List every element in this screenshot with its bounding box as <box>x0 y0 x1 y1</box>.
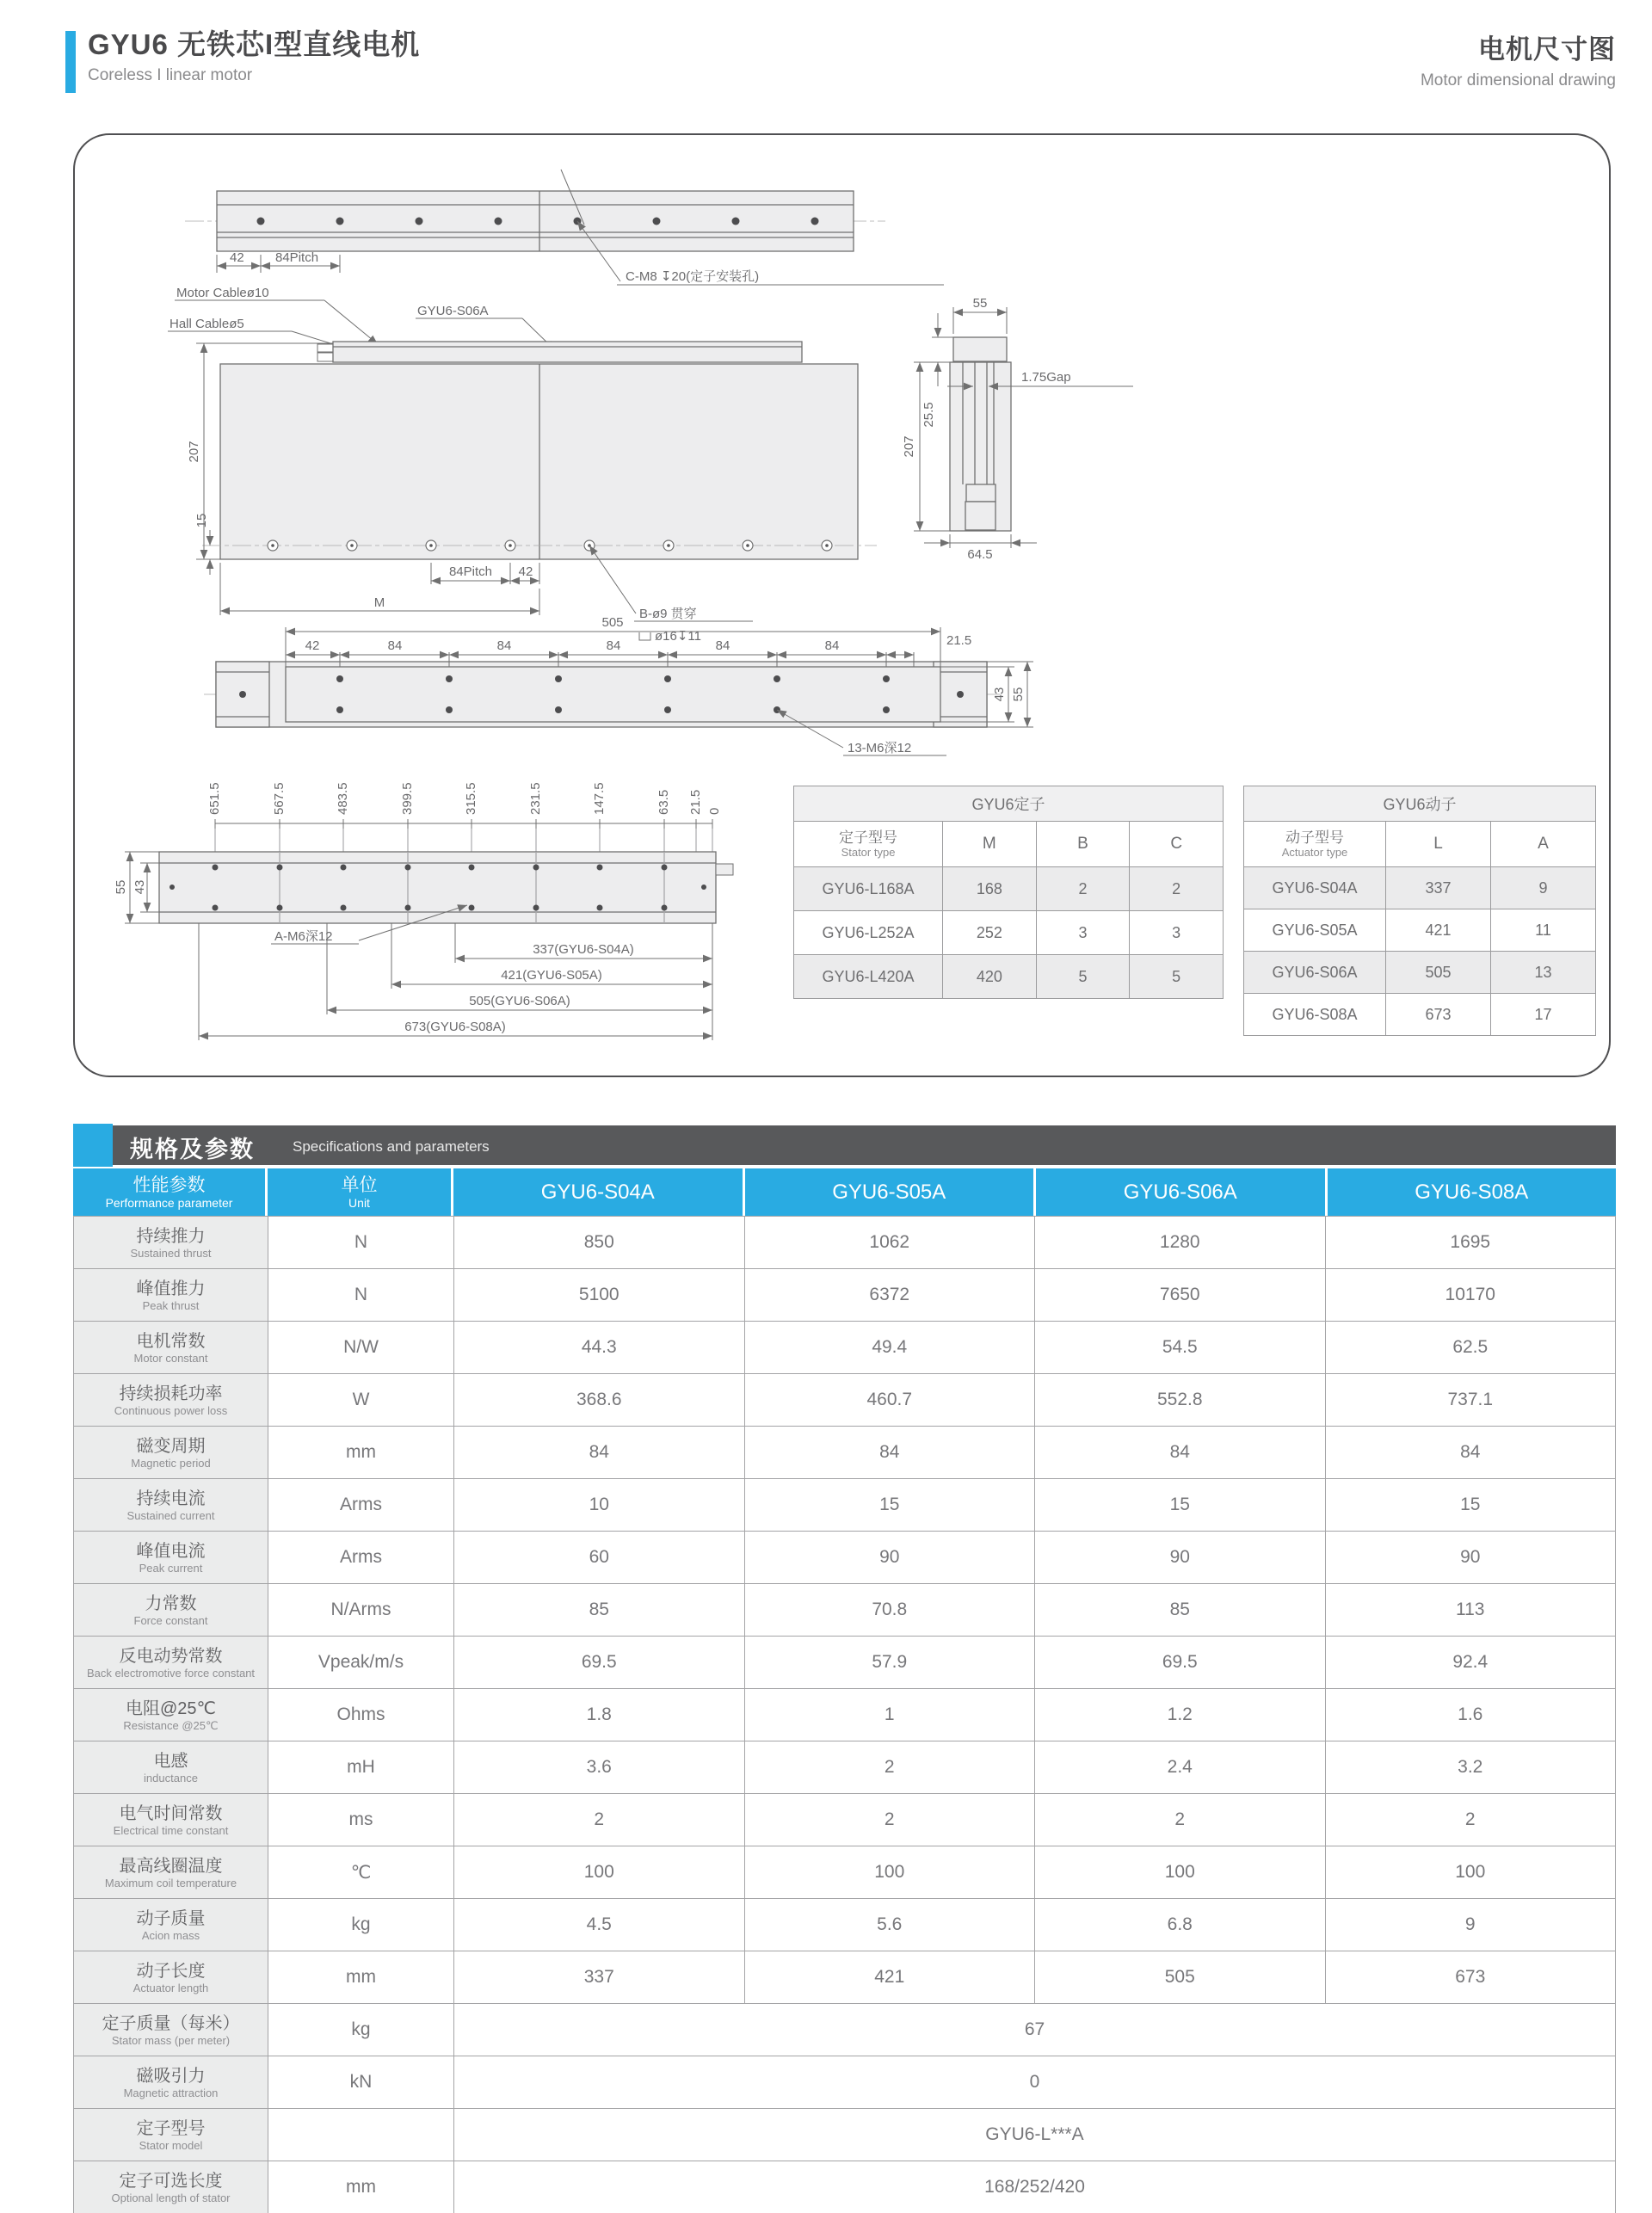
spec-row <box>74 1479 1616 1532</box>
dim-55-ruler: 55 <box>114 879 128 895</box>
value-cell: 57.9 <box>745 1637 1036 1689</box>
stator-type-header <box>794 822 943 866</box>
value-cell: 2 <box>454 1794 745 1846</box>
ruler-view <box>114 782 733 1040</box>
table-row <box>1244 867 1595 909</box>
spec-title-en: Specifications and parameters <box>293 1138 490 1155</box>
model-cell: GYU6-S04A <box>1244 867 1386 909</box>
dim-84-2: 84 <box>496 638 512 653</box>
spec-table-header <box>73 1168 1616 1216</box>
through-hole-label: B-ø9 贯穿 <box>639 607 697 621</box>
parameter-en: Peak thrust <box>142 1298 200 1312</box>
spec-section-titlebar <box>73 1125 1616 1165</box>
value-cell: 337 <box>454 1951 745 2004</box>
param-header-cn: 性能参数 <box>133 1174 206 1195</box>
spec-row <box>74 2004 1616 2056</box>
performance-parameter-header <box>73 1168 268 1216</box>
value-cell: 2 <box>1037 867 1131 910</box>
value-cell: 1.2 <box>1035 1689 1326 1741</box>
parameter-cn: 磁吸引力 <box>136 2066 206 2086</box>
value-cell: 1280 <box>1035 1217 1326 1269</box>
model-cell: GYU6-L252A <box>794 911 943 954</box>
dim-42-actuator: 42 <box>305 638 320 653</box>
unit-cell: mm <box>268 1951 454 2004</box>
unit-cell: kg <box>268 1899 454 1951</box>
accent-bar <box>65 31 76 93</box>
value-cell: 84 <box>454 1427 745 1479</box>
value-cell: 7650 <box>1035 1269 1326 1322</box>
spec-title-cn: 规格及参数 <box>130 1137 255 1162</box>
value-cell: 84 <box>745 1427 1036 1479</box>
ruler-tick-2: 483.5 <box>336 782 350 815</box>
parameter-cell <box>74 1846 268 1899</box>
value-cell: 113 <box>1326 1584 1617 1637</box>
value-cell: 90 <box>1035 1532 1326 1584</box>
parameter-cn: 持续电流 <box>136 1489 206 1508</box>
parameter-en: Maximum coil temperature <box>104 1876 237 1889</box>
parameter-en: Continuous power loss <box>114 1403 228 1417</box>
value-cell: 17 <box>1534 1005 1552 1023</box>
parameter-cn: 反电动势常数 <box>119 1646 223 1666</box>
parameter-cn: 持续损耗功率 <box>119 1384 223 1403</box>
dim-207-section: 207 <box>902 435 916 458</box>
unit-cell: Arms <box>268 1479 454 1532</box>
unit-cell: mm <box>268 2161 454 2213</box>
parameter-cn: 峰值电流 <box>136 1541 206 1561</box>
unit-cell: N <box>268 1217 454 1269</box>
table-row <box>1244 909 1595 952</box>
parameter-cn: 电阻@25℃ <box>125 1698 216 1718</box>
col-L: L <box>1386 822 1491 866</box>
stator-table <box>793 786 1224 999</box>
parameter-en: Magnetic attraction <box>123 2086 219 2099</box>
unit-cell: mH <box>268 1741 454 1794</box>
spec-row <box>74 1689 1616 1741</box>
actuator-type-en: Actuator type <box>1281 846 1348 859</box>
value-cell: 100 <box>1035 1846 1326 1899</box>
parameter-en: Sustained current <box>126 1508 215 1522</box>
value-cell: 1062 <box>745 1217 1036 1269</box>
value-cell: 100 <box>454 1846 745 1899</box>
length-s05a: 421(GYU6-S05A) <box>501 968 602 983</box>
dim-42-side: 42 <box>518 564 533 579</box>
value-cell: 67 <box>454 2004 1616 2056</box>
value-cell: 1695 <box>1326 1217 1617 1269</box>
unit-cell: W <box>268 1374 454 1427</box>
value-cell: 90 <box>1326 1532 1617 1584</box>
parameter-cell <box>74 1217 268 1269</box>
parameter-en: Magnetic period <box>131 1456 211 1470</box>
length-s04a: 337(GYU6-S04A) <box>533 942 634 957</box>
value-cell: 84 <box>1035 1427 1326 1479</box>
ruler-tick-4: 315.5 <box>464 782 478 815</box>
spec-row <box>74 1637 1616 1689</box>
value-cell: 5 <box>1037 955 1131 998</box>
parameter-cn: 力常数 <box>145 1593 197 1613</box>
value-cell: 368.6 <box>454 1374 745 1427</box>
value-cell: 168/252/420 <box>454 2161 1616 2213</box>
spec-row <box>74 1794 1616 1846</box>
value-cell: 421 <box>1386 909 1491 951</box>
value-cell: 10 <box>454 1479 745 1532</box>
parameter-cell <box>74 1951 268 2004</box>
value-cell: 252 <box>943 911 1037 954</box>
length-s08a: 673(GYU6-S08A) <box>404 1020 506 1034</box>
value-cell: 421 <box>745 1951 1036 2004</box>
hall-cable-label: Hall Cableø5 <box>170 317 244 331</box>
unit-header-en: Unit <box>348 1195 370 1210</box>
value-cell: 737.1 <box>1326 1374 1617 1427</box>
unit-cell: ms <box>268 1794 454 1846</box>
spec-row <box>74 1899 1616 1951</box>
parameter-en: Optional length of stator <box>111 2191 231 2204</box>
value-cell: 13 <box>1534 963 1552 981</box>
value-cell: 6.8 <box>1035 1899 1326 1951</box>
parameter-cn: 电感 <box>153 1751 188 1771</box>
value-cell: 1.8 <box>454 1689 745 1741</box>
parameter-cn: 电气时间常数 <box>119 1803 223 1823</box>
model-header-s05a: GYU6-S05A <box>745 1168 1037 1216</box>
dim-55-actuator: 55 <box>1011 687 1026 702</box>
parameter-en: Back electromotive force constant <box>86 1666 256 1680</box>
value-cell: 69.5 <box>454 1637 745 1689</box>
model-header-s04a: GYU6-S04A <box>453 1168 745 1216</box>
value-cell: 60 <box>454 1532 745 1584</box>
value-cell: 6372 <box>745 1269 1036 1322</box>
parameter-cell <box>74 1584 268 1637</box>
value-cell: 10170 <box>1326 1269 1617 1322</box>
stator-side-view <box>168 286 877 644</box>
actuator-table <box>1243 786 1596 1036</box>
value-cell: 460.7 <box>745 1374 1036 1427</box>
value-cell: 49.4 <box>745 1322 1036 1374</box>
value-cell: 5100 <box>454 1269 745 1322</box>
parameter-cell <box>74 1427 268 1479</box>
value-cell: 2 <box>1035 1794 1326 1846</box>
value-cell: 3.6 <box>454 1741 745 1794</box>
parameter-cell <box>74 1899 268 1951</box>
ruler-hole-label: A-M6深12 <box>274 929 333 944</box>
spec-row <box>74 1374 1616 1427</box>
page-header <box>0 0 1652 112</box>
param-header-en: Performance parameter <box>105 1195 233 1210</box>
parameter-cn: 持续推力 <box>136 1226 206 1246</box>
unit-cell: N <box>268 1269 454 1322</box>
dim-84-5: 84 <box>824 638 840 653</box>
drawing-section-subtitle: Motor dimensional drawing <box>1420 71 1616 89</box>
dim-84pitch-top: 84Pitch <box>275 250 319 265</box>
value-cell: 3.2 <box>1326 1741 1617 1794</box>
value-cell: 1 <box>745 1689 1036 1741</box>
dim-42-top: 42 <box>230 250 244 265</box>
value-cell: 15 <box>1326 1479 1617 1532</box>
dim-M: M <box>373 595 385 610</box>
parameter-en: Stator model <box>139 2138 203 2152</box>
actuator-model-label: GYU6-S06A <box>417 304 489 318</box>
parameter-cell <box>74 1637 268 1689</box>
parameter-cn: 磁变周期 <box>136 1436 206 1456</box>
value-cell: 4.5 <box>454 1899 745 1951</box>
unit-cell: N/W <box>268 1322 454 1374</box>
ruler-tick-0: 651.5 <box>207 782 222 815</box>
value-cell: 15 <box>1035 1479 1326 1532</box>
unit-cell: Arms <box>268 1532 454 1584</box>
parameter-cn: 定子型号 <box>136 2118 206 2138</box>
parameter-cn: 动子长度 <box>136 1961 206 1981</box>
table-row <box>794 911 1223 955</box>
stator-type-cn: 定子型号 <box>839 829 897 846</box>
parameter-cn: 定子可选长度 <box>119 2171 223 2191</box>
value-cell: 2 <box>745 1794 1036 1846</box>
spec-row <box>74 1846 1616 1899</box>
spec-row <box>74 1741 1616 1794</box>
dim-505: 505 <box>601 615 624 630</box>
ruler-tick-1: 567.5 <box>272 782 287 815</box>
unit-cell: N/Arms <box>268 1584 454 1637</box>
value-cell: 70.8 <box>745 1584 1036 1637</box>
page-subtitle: Coreless I linear motor <box>88 66 253 84</box>
model-cell: GYU6-S08A <box>1244 994 1386 1035</box>
ruler-tick-5: 231.5 <box>528 782 543 815</box>
col-M: M <box>943 822 1037 866</box>
value-cell: 3 <box>1172 923 1181 941</box>
dim-55-section: 55 <box>972 296 988 311</box>
parameter-cell <box>74 2109 268 2161</box>
spec-row <box>74 2161 1616 2213</box>
actuator-type-header <box>1244 822 1386 866</box>
parameter-en: Peak current <box>139 1561 203 1575</box>
parameter-cell <box>74 1532 268 1584</box>
dim-25-5: 25.5 <box>922 402 936 428</box>
value-cell: 850 <box>454 1217 745 1269</box>
parameter-en: Force constant <box>133 1613 208 1627</box>
counterbore-label: ø16↧11 <box>655 629 701 644</box>
parameter-cn: 电机常数 <box>136 1331 206 1351</box>
spec-row <box>74 1532 1616 1584</box>
value-cell: 100 <box>745 1846 1036 1899</box>
parameter-en: Stator mass (per meter) <box>111 2033 231 2047</box>
unit-cell: ℃ <box>268 1846 454 1899</box>
actuator-hole-label: 13-M6深12 <box>848 741 912 755</box>
spec-row <box>74 1217 1616 1269</box>
unit-header <box>268 1168 453 1216</box>
unit-cell <box>268 2109 454 2161</box>
parameter-en: Resistance @25℃ <box>123 1718 219 1732</box>
value-cell: 420 <box>943 955 1037 998</box>
table-row <box>794 955 1223 998</box>
value-cell: 168 <box>943 867 1037 910</box>
value-cell: 84 <box>1326 1427 1617 1479</box>
spec-row <box>74 2056 1616 2109</box>
value-cell: 62.5 <box>1326 1322 1617 1374</box>
parameter-cell <box>74 2161 268 2213</box>
value-cell: 2.4 <box>1035 1741 1326 1794</box>
parameter-cell <box>74 1374 268 1427</box>
value-cell: 673 <box>1386 994 1491 1035</box>
dim-207-side: 207 <box>187 441 201 463</box>
value-cell: 85 <box>454 1584 745 1637</box>
value-cell: 3 <box>1037 911 1131 954</box>
value-cell: 5.6 <box>745 1899 1036 1951</box>
length-s06a: 505(GYU6-S06A) <box>469 994 570 1008</box>
unit-cell: Ohms <box>268 1689 454 1741</box>
value-cell: 5 <box>1172 967 1181 985</box>
ruler-tick-8: 21.5 <box>688 789 703 815</box>
dim-84-1: 84 <box>387 638 403 653</box>
parameter-cell <box>74 1479 268 1532</box>
value-cell: 2 <box>1172 879 1181 897</box>
ruler-tick-3: 399.5 <box>400 782 415 815</box>
value-cell: 2 <box>745 1741 1036 1794</box>
value-cell: 9 <box>1326 1899 1617 1951</box>
value-cell: 2 <box>1326 1794 1617 1846</box>
unit-cell: kN <box>268 2056 454 2109</box>
dim-84-4: 84 <box>715 638 730 653</box>
table-row <box>794 867 1223 911</box>
parameter-cell <box>74 1322 268 1374</box>
spec-row <box>74 1584 1616 1637</box>
ruler-tick-6: 147.5 <box>592 782 607 815</box>
value-cell: 90 <box>745 1532 1036 1584</box>
value-cell: 0 <box>454 2056 1616 2109</box>
actuator-table-header <box>1244 822 1595 867</box>
stator-type-en: Stator type <box>841 846 896 859</box>
parameter-cell <box>74 1741 268 1794</box>
ruler-tick-7: 63.5 <box>656 789 671 815</box>
parameter-cn: 峰值推力 <box>136 1279 206 1298</box>
dim-43-ruler: 43 <box>133 879 147 895</box>
value-cell: 92.4 <box>1326 1637 1617 1689</box>
dim-84pitch-side: 84Pitch <box>448 564 493 579</box>
value-cell: GYU6-L***A <box>454 2109 1616 2161</box>
motor-cable-label: Motor Cableø10 <box>176 286 269 300</box>
spec-row <box>74 1269 1616 1322</box>
parameter-en: Actuator length <box>133 1981 209 1994</box>
stator-table-header <box>794 822 1223 867</box>
value-cell: 85 <box>1035 1584 1326 1637</box>
dim-84-3: 84 <box>606 638 621 653</box>
spec-row <box>74 2109 1616 2161</box>
unit-cell: Vpeak/m/s <box>268 1637 454 1689</box>
spec-row <box>74 1322 1616 1374</box>
stator-table-title: GYU6定子 <box>794 786 1223 822</box>
model-header-s08a: GYU6-S08A <box>1415 1180 1529 1204</box>
actuator-top-view <box>204 615 1033 755</box>
parameter-cell <box>74 1794 268 1846</box>
accent-square <box>73 1124 113 1167</box>
table-row <box>1244 994 1595 1035</box>
cross-section-view <box>902 296 1133 562</box>
parameter-en: Electrical time constant <box>113 1823 229 1837</box>
stator-table-rows <box>794 867 1223 998</box>
unit-header-cn: 单位 <box>341 1174 378 1195</box>
stator-top-view <box>185 170 944 285</box>
actuator-table-rows <box>1244 867 1595 1035</box>
col-A: A <box>1538 835 1549 853</box>
dim-15: 15 <box>194 513 209 528</box>
value-cell: 505 <box>1386 952 1491 993</box>
gap-label: 1.75Gap <box>1021 370 1071 385</box>
parameter-cell <box>74 1269 268 1322</box>
model-header-s06a: GYU6-S06A <box>1036 1168 1328 1216</box>
parameter-cn: 定子质量（每米） <box>102 2013 240 2033</box>
parameter-cell <box>74 2056 268 2109</box>
value-cell: 11 <box>1535 921 1551 939</box>
value-cell: 1.6 <box>1326 1689 1617 1741</box>
spec-row <box>74 1427 1616 1479</box>
unit-cell: mm <box>268 1427 454 1479</box>
unit-cell: kg <box>268 2004 454 2056</box>
model-cell: GYU6-L168A <box>794 867 943 910</box>
page-title: GYU6 无铁芯I型直线电机 <box>88 28 421 60</box>
parameter-cn: 动子质量 <box>136 1908 206 1928</box>
model-cell: GYU6-L420A <box>794 955 943 998</box>
parameter-cell <box>74 1689 268 1741</box>
value-cell: 337 <box>1386 867 1491 909</box>
parameter-cell <box>74 2004 268 2056</box>
actuator-type-cn: 动子型号 <box>1285 829 1344 846</box>
value-cell: 505 <box>1035 1951 1326 2004</box>
col-B: B <box>1037 822 1131 866</box>
value-cell: 54.5 <box>1035 1322 1326 1374</box>
value-cell: 9 <box>1538 878 1548 897</box>
value-cell: 673 <box>1326 1951 1617 2004</box>
value-cell: 100 <box>1326 1846 1617 1899</box>
dim-21-5: 21.5 <box>946 633 972 648</box>
value-cell: 552.8 <box>1035 1374 1326 1427</box>
ruler-tick-9: 0 <box>707 807 722 815</box>
dim-64-5: 64.5 <box>967 547 993 562</box>
drawing-frame <box>73 133 1611 1077</box>
actuator-table-title: GYU6动子 <box>1244 786 1595 822</box>
parameter-cn: 最高线圈温度 <box>119 1856 223 1876</box>
spec-row <box>74 1951 1616 2004</box>
spec-table-body <box>73 1216 1616 2213</box>
model-cell: GYU6-S05A <box>1244 909 1386 951</box>
value-cell: 15 <box>745 1479 1036 1532</box>
drawing-section-title: 电机尺寸图 <box>1478 34 1616 65</box>
parameter-en: Acion mass <box>141 1928 200 1942</box>
model-cell: GYU6-S06A <box>1244 952 1386 993</box>
value-cell: 69.5 <box>1035 1637 1326 1689</box>
dim-43-actuator: 43 <box>992 687 1007 702</box>
parameter-en: inductance <box>144 1771 198 1785</box>
value-cell: 44.3 <box>454 1322 745 1374</box>
mount-hole-label: C-M8 ↧20(定子安装孔) <box>626 269 760 284</box>
table-row <box>1244 952 1595 994</box>
parameter-en: Sustained thrust <box>130 1246 212 1260</box>
parameter-en: Motor constant <box>133 1351 208 1365</box>
col-C: C <box>1170 835 1183 853</box>
